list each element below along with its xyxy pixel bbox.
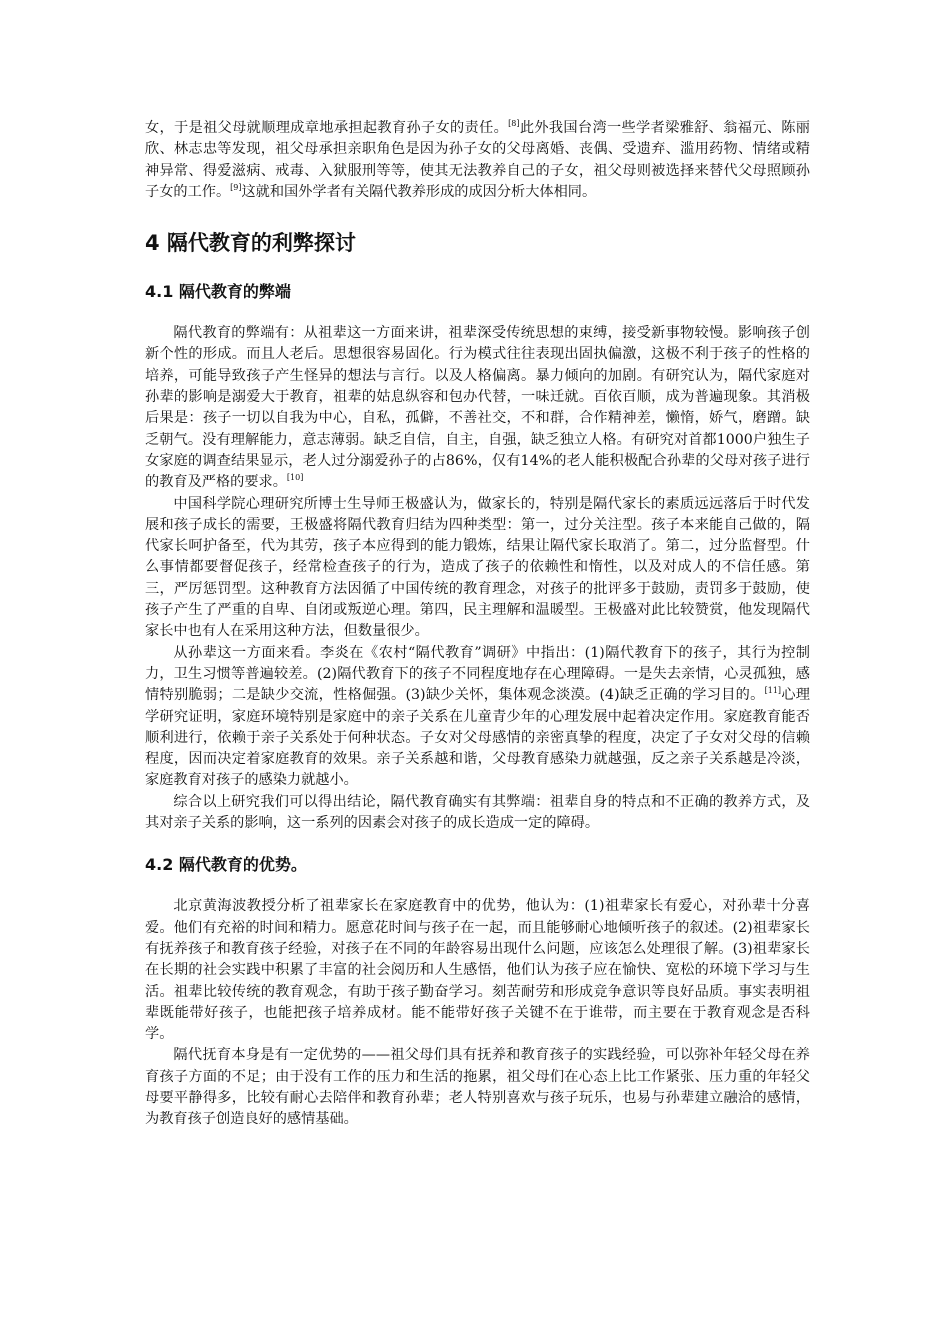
paragraph-huang-haibo: 北京黄海波教授分析了祖辈家长在家庭教育中的优势，他认为：(1)祖辈家长有爱心，对孙辈十分喜爱。他们有充裕的时间和精力。愿意花时间与孩子在一起，而且能够耐心地倾听孩子的叙述。(2)祖辈家长有抚养孩子和教育孩子经验，对孩子在不同的年龄容易出现什么问题，应该怎么处理很了解。(3)祖辈家长在长期的社会实践中积累了丰富的社会阅历和人生感悟，他们认为孩子应在愉快、宽松的环境下学习与生活。祖辈比较传统的教育观念，有助于孩子勤奋学习。刻苦耐劳和形成竞争意识等良好品质。事实表明祖辈既能带好孩子，也能把孩子培养成材。能不能带好孩子关键不在于谁带，而主要在于教育观念是否科学。 xyxy=(145,898,810,1043)
paragraph-text: 心理学研究证明，家庭环境特别是家庭中的亲子关系在儿童青少年的心理发展中起着决定作用。家庭教育能否顺利进行，依赖于亲子关系处于何种状态。子女对父母感情的亲密真挚的程度，决定了子女对父母的信赖程度，因而决定着家庭教育的效果。亲子关系越和谐，父母教育感染力就越强，反之亲子关系越是冷淡，家庭教育对孩子的感染力就越小。 xyxy=(145,687,810,789)
paragraph-grandchildren xyxy=(145,643,810,792)
paragraph-text: 从孙辈这一方面来看。李炎在《农村“隔代教育”调研》中指出：(1)隔代教育下的孩子，其行为控制力，卫生习惯等普遍较差。(2)隔代教育下的孩子不同程度地存在心理障碍。一是失去亲情，心灵孤独，感情特别脆弱；二是缺少交流，性格倔强。(3)缺少关怀，集体观念淡漠。(4)缺乏正确的学习目的。 xyxy=(145,644,810,704)
paragraph-text: 女，于是祖父母就顺理成章地承担起教育孙子女的责任。 xyxy=(145,120,509,136)
paragraph-conclusion: 综合以上研究我们可以得出结论，隔代教育确实有其弊端：祖辈自身的特点和不正确的教养方式，及其对亲子关系的影响，这一系列的因素会对孩子的成长造成一定的障碍。 xyxy=(145,793,810,832)
paragraph-text: 隔代教育的弊端有：从祖辈这一方面来讲，祖辈深受传统思想的束缚，接受新事物较慢。影响孩子创新个性的形成。而且人老后。思想很容易固化。行为模式往往表现出固执偏激，这极不利于孩子的性格的培养，可能导致孩子产生怪异的想法与言行。以及人格偏离。暴力倾向的加剧。有研究认为，隔代家庭对孙辈的影响是溺爱大于教育，祖辈的姑息纵容和包办代替，一味迁就。百依百顺，成为普遍现象。其消极后果是：孩子一切以自我为中心，自私，孤僻，不善社交，不和群，合作精神差，懒惰，娇气，磨蹭。缺乏朝气。没有理解能力，意志薄弱。缺乏自信，自主，自强，缺乏独立人格。有研究对首都1000户独生子女家庭的调查结果显示，老人过分溺爱孙子的占86%，仅有14%的老人能积极配合孙辈的父母对孩子进行的教育及严格的要求。 xyxy=(145,325,810,491)
section-4-2-heading: 4.2 隔代教育的优势。 xyxy=(145,855,307,875)
citation-9: [9] xyxy=(230,182,242,192)
paragraph-disadvantages-grandparents xyxy=(145,323,810,493)
paragraph-text: 此外我国台湾一些学者梁雅舒、翁福元、陈丽欣、林志忠等发现，祖父母承担亲职角色是因为孙子女的父母离婚、丧偶、受遗弃、滥用药物、情绪或精神异常、得爱滋病、戒毒、入狱服刑等等，使其无法教养自己的子女，祖父母则被选择来替代父母照顾孙子女的工作。 xyxy=(145,120,810,200)
citation-11: [11] xyxy=(764,686,782,696)
paragraph-wang-jisheng: 中国科学院心理研究所博士生导师王极盛认为，做家长的，特别是隔代家长的素质远远落后于时代发展和孩子成长的需要，王极盛将隔代教育归结为四种类型：第一，过分关注型。孩子本来能自己做的，隔代家长呵护备至，代为其劳，孩子本应得到的能力锻炼，结果让隔代家长取消了。第二，过分监督型。什么事情都要督促孩子，经常检查孩子的行为，造成了孩子的依赖性和惰性，以及对成人的不信任感。第三，严厉惩罚型。这种教育方法因循了中国传统的教育理念，对孩子的批评多于鼓励，责罚多于鼓励，使孩子产生了严重的自卑、自闭或叛逆心理。第四，民主理解和温暖型。王极盛对此比较赞赏，他发现隔代家长中也有人在采用这种方法，但数量很少。 xyxy=(145,495,810,640)
section-4-1-heading: 4.1 隔代教育的弊端 xyxy=(145,282,291,302)
citation-10: [10] xyxy=(286,473,304,483)
document-page xyxy=(145,118,810,1131)
section-4-heading: 4 隔代教育的利弊探讨 xyxy=(145,231,356,256)
paragraph-text: 这就和国外学者有关隔代教养形成的成因分析大体相同。 xyxy=(241,183,597,200)
intro-paragraph xyxy=(145,118,810,203)
paragraph-advantages: 隔代抚育本身是有一定优势的——祖父母们具有抚养和教育孩子的实践经验，可以弥补年轻父母在养育孩子方面的不足；由于没有工作的压力和生活的拖累，祖父母们在心态上比工作紧张、压力重的年轻父母要平静得多，比较有耐心去陪伴和教育孙辈；老人特别喜欢与孩子玩乐，也易与孙辈建立融洽的感情，为教育孩子创造良好的感情基础。 xyxy=(145,1047,810,1128)
citation-8: [8] xyxy=(508,119,520,128)
